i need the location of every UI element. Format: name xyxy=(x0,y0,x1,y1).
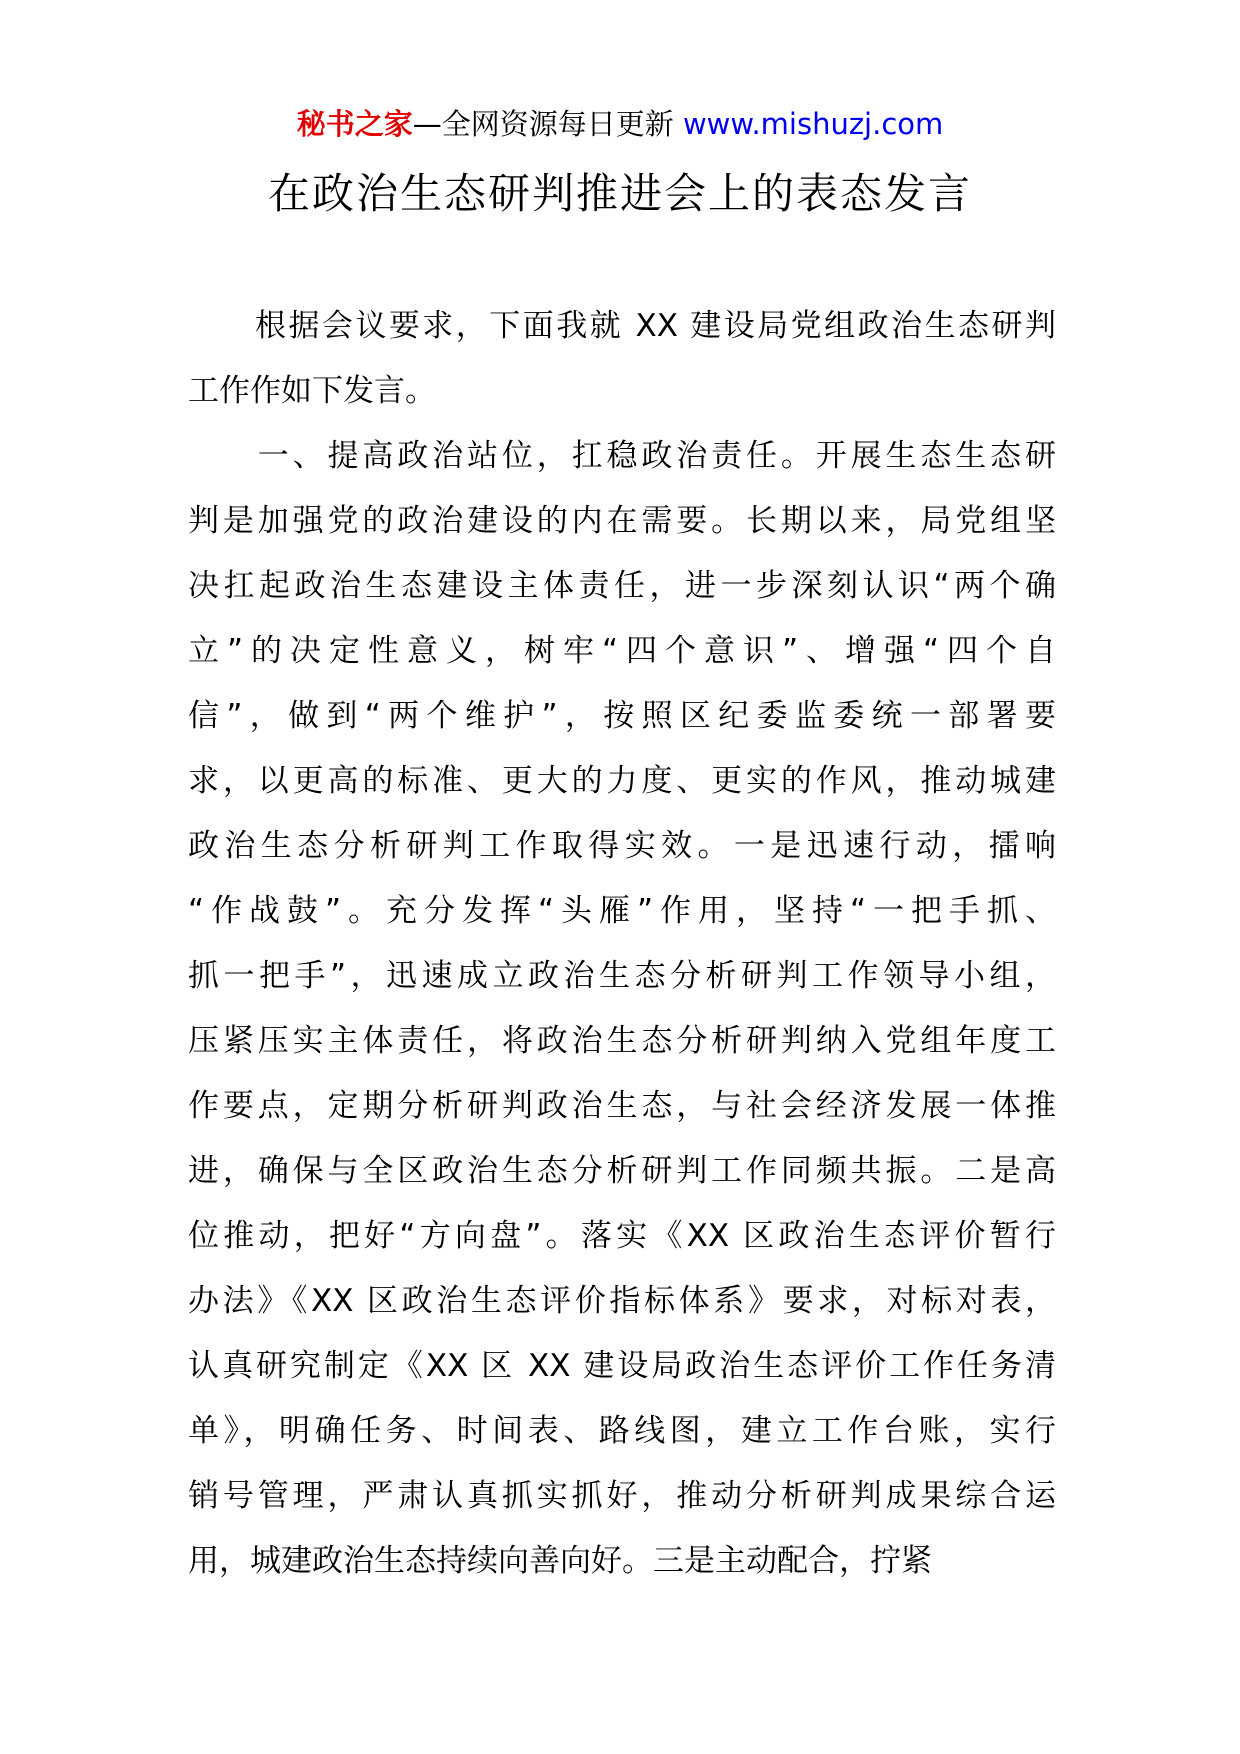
text-line: 位推动，把好“方向盘”。落实《XX 区政治生态评价暂行 xyxy=(188,1218,1056,1254)
brand-name: 秘书之家 xyxy=(296,107,413,141)
text-line: 立”的决定性意义，树牢“四个意识”、增强“四个自 xyxy=(188,633,1056,669)
text-line: 工作作如下发言。 xyxy=(188,373,436,409)
text-line: 信”，做到“两个维护”，按照区纪委监委统一部署要 xyxy=(188,698,1056,734)
text-line: 政治生态分析研判工作取得实效。一是迅速行动，擂响 xyxy=(188,828,1056,864)
text-line: 进，确保与全区政治生态分析研判工作同频共振。二是高 xyxy=(188,1153,1056,1189)
banner-tagline: —全网资源每日更新 xyxy=(412,107,674,141)
text-line: 用，城建政治生态持续向善向好。三是主动配合，拧紧 xyxy=(188,1543,932,1579)
text-line: 单》，明确任务、时间表、路线图，建立工作台账，实行 xyxy=(188,1413,1056,1449)
text-line: “作战鼓”。充分发挥“头雁”作用，坚持“一把手抓、 xyxy=(188,893,1056,929)
site-url-link[interactable]: www.mishuzj.com xyxy=(682,107,944,141)
site-banner xyxy=(0,104,1240,144)
text-line: 根据会议要求，下面我就 XX 建设局党组政治生态研判 xyxy=(188,308,1056,344)
document-title: 在政治生态研判推进会上的表态发言 xyxy=(267,169,972,218)
text-line: 判是加强党的政治建设的内在需要。长期以来，局党组坚 xyxy=(188,503,1056,539)
text-line: 认真研究制定《XX 区 XX 建设局政治生态评价工作任务清 xyxy=(188,1348,1056,1384)
text-line: 作要点，定期分析研判政治生态，与社会经济发展一体推 xyxy=(188,1088,1056,1124)
text-line: 销号管理，严肃认真抓实抓好，推动分析研判成果综合运 xyxy=(188,1478,1056,1514)
document-body xyxy=(188,294,1056,1594)
text-line: 一、提高政治站位，扛稳政治责任。开展生态生态研 xyxy=(188,438,1056,474)
text-line: 办法》《XX 区政治生态评价指标体系》要求，对标对表， xyxy=(188,1283,1056,1319)
text-line: 抓一把手”，迅速成立政治生态分析研判工作领导小组， xyxy=(188,958,1056,994)
text-line: 决扛起政治生态建设主体责任，进一步深刻认识“两个确 xyxy=(188,568,1056,604)
text-line: 求，以更高的标准、更大的力度、更实的作风，推动城建 xyxy=(188,763,1056,799)
text-line: 压紧压实主体责任，将政治生态分析研判纳入党组年度工 xyxy=(188,1023,1056,1059)
